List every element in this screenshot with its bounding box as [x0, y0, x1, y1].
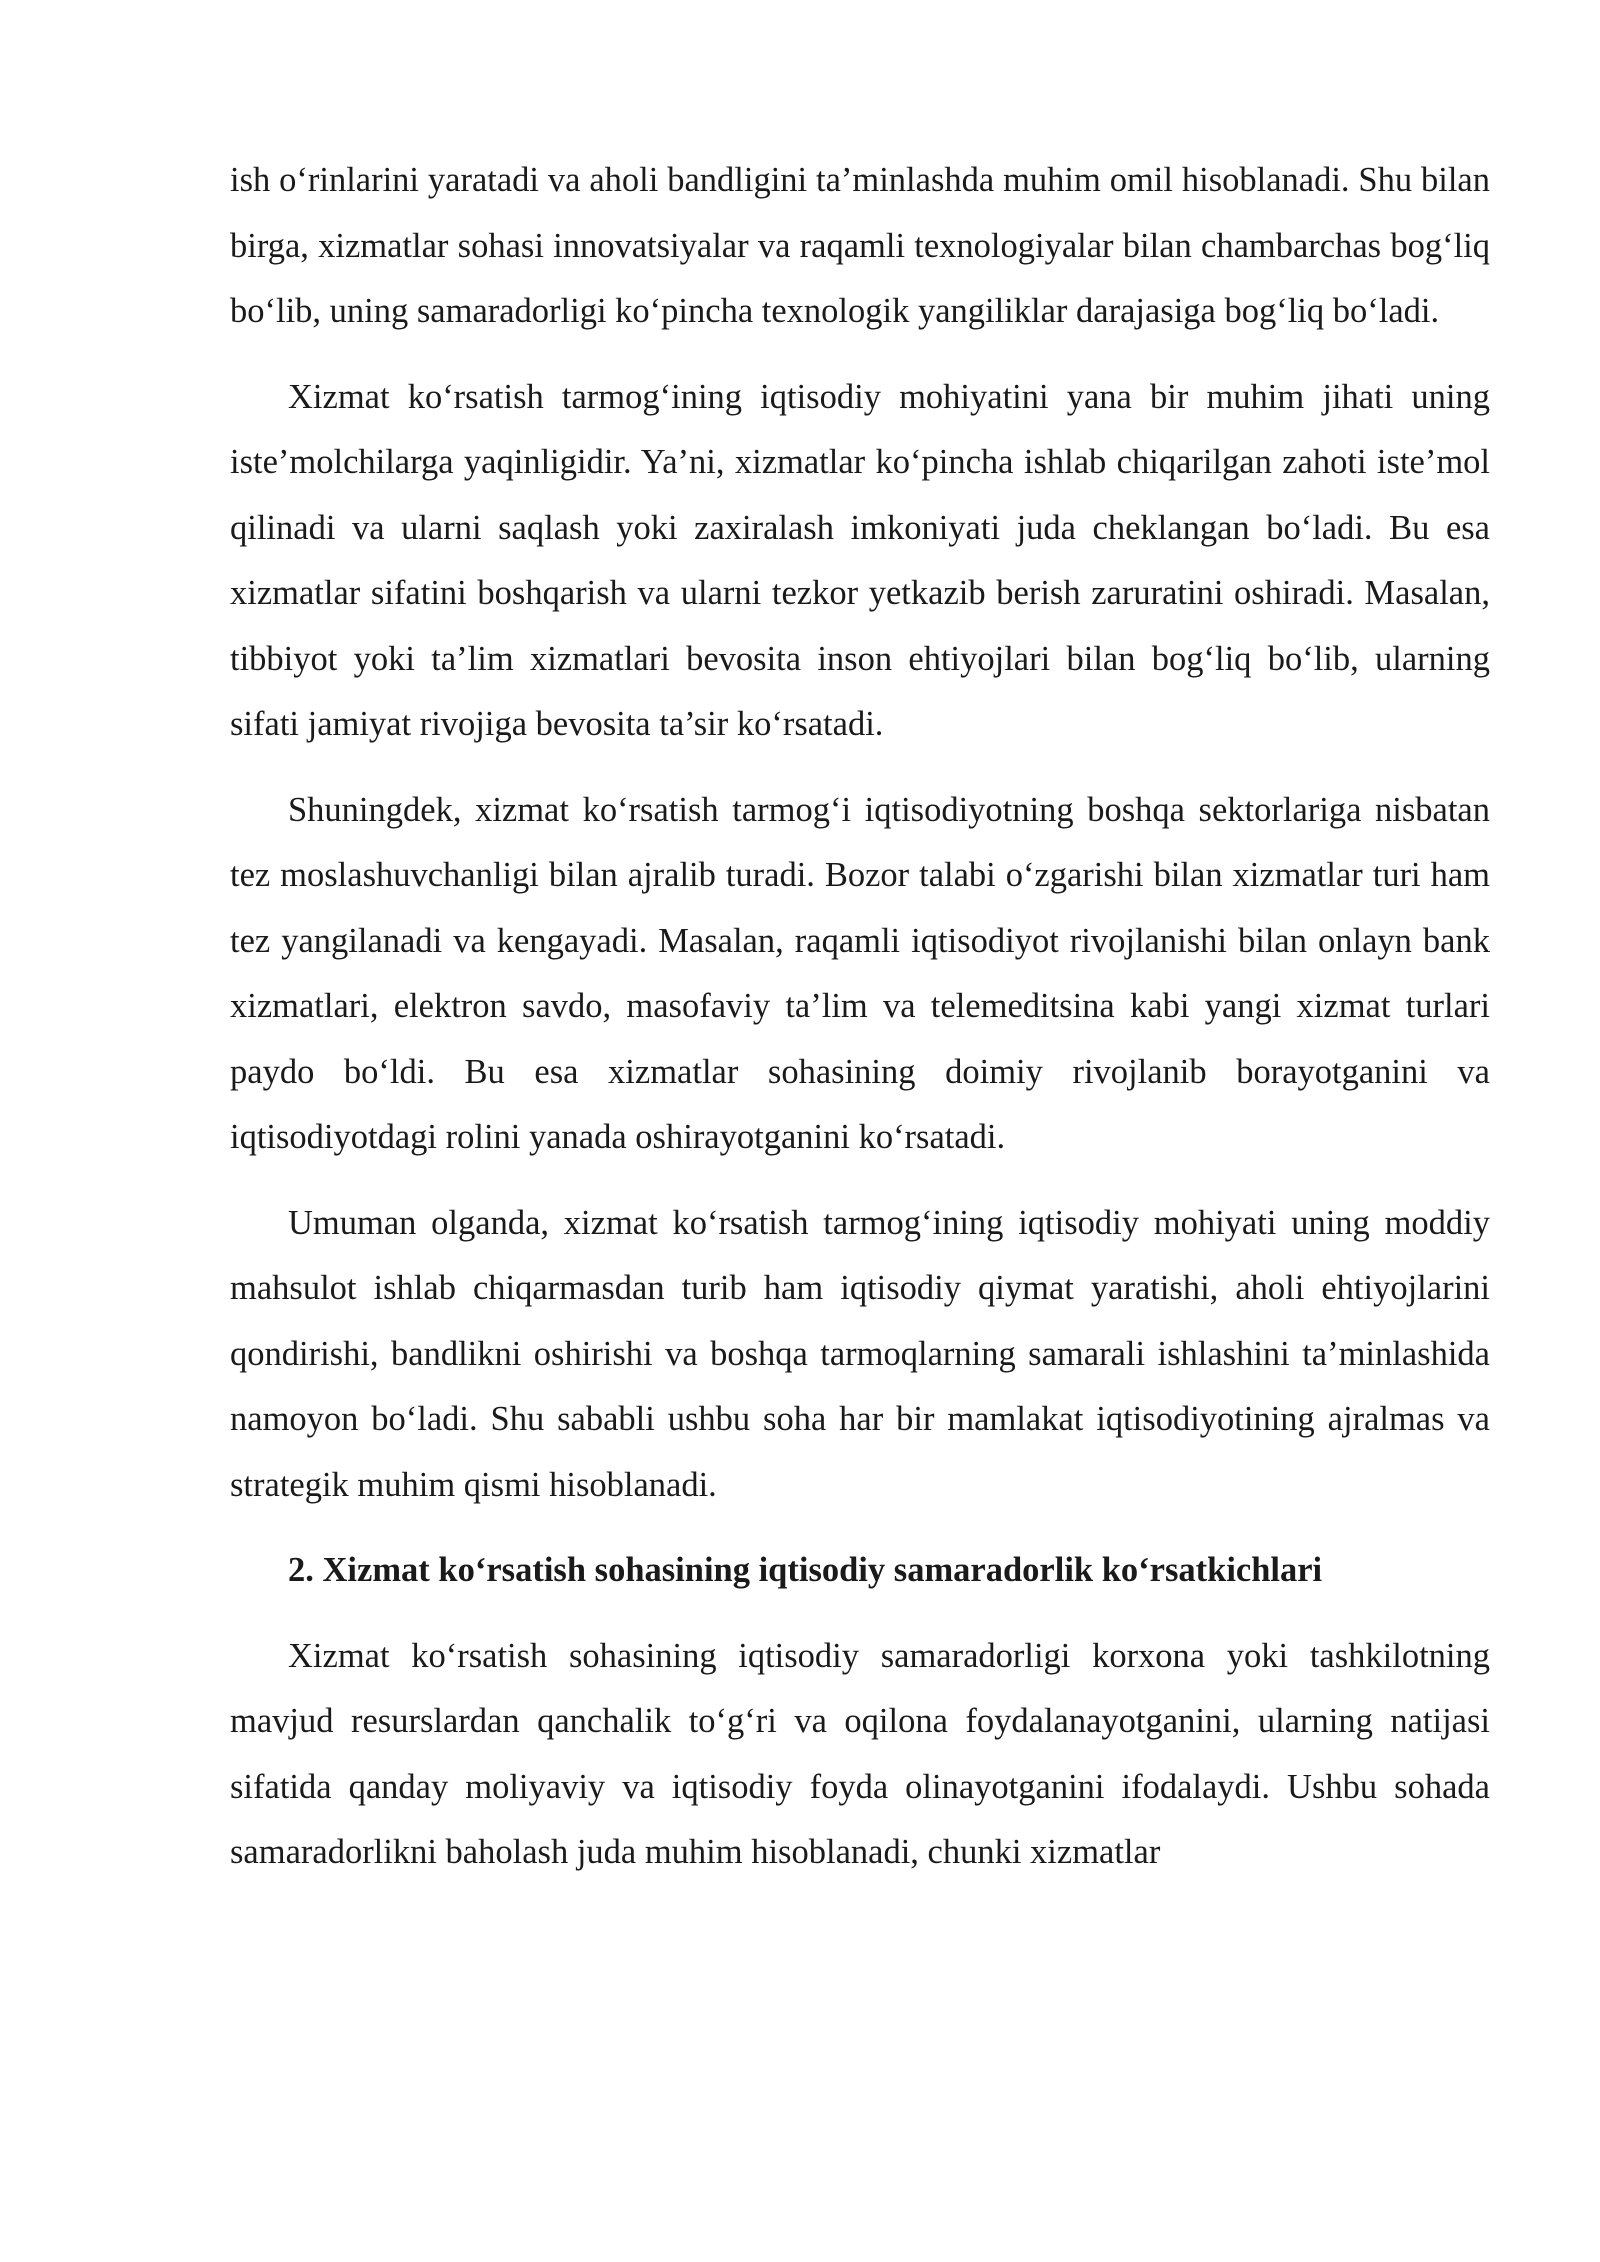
paragraph: Xizmat ko‘rsatish tarmog‘ining iqtisodiy mohiyatini yana bir muhim jihati uning iste’molchilarga yaqinligidir. Ya’ni, xizmatlar ko‘pincha ishlab chiqarilgan zahoti iste’mol qilinadi va ularni saqlash yoki zaxiralash imkoniyati juda cheklangan bo‘ladi. Bu esa xizmatlar sifatini boshqarish va ularni tezkor yetkazib berish zaruratini oshiradi. Masalan, tibbiyot yoki ta’lim xizmatlari bevosita inson ehtiyojlari bilan bog‘liq bo‘lib, ularning sifati jamiyat rivojiga bevosita ta’sir ko‘rsatadi.: [230, 377, 1490, 743]
paragraph: Umuman olganda, xizmat ko‘rsatish tarmog‘ining iqtisodiy mohiyati uning moddiy mahsulot ishlab chiqarmasdan turib ham iqtisodiy qiymat yaratishi, aholi ehtiyojlarini qondirishi, bandlikni oshirishi va boshqa tarmoqlarning samarali ishlashini ta’minlashida namoyon bo‘ladi. Shu sababli ushbu soha har bir mamlakat iqtisodiyotining ajralmas va strategik muhim qismi hisoblanadi.: [230, 1203, 1490, 1504]
section-heading: 2. Xizmat ko‘rsatish sohasining iqtisodiy samaradorlik ko‘rsatkichlari: [288, 1551, 1323, 1589]
document-body: [230, 148, 1490, 1906]
section-paragraph: Xizmat ko‘rsatish sohasining iqtisodiy samaradorligi korxona yoki tashkilotning mavjud resurslardan qanchalik to‘g‘ri va oqilona foydalanayotganini, ularning natijasi sifatida qanday moliyaviy va iqtisodiy foyda olinayotganini ifodalaydi. Ushbu sohada samaradorlikni baholash juda muhim hisoblanadi, chunki xizmatlar: [230, 1636, 1490, 1871]
paragraph-continuation: ish o‘rinlarini yaratadi va aholi bandligini ta’minlashda muhim omil hisoblanadi. Shu bilan birga, xizmatlar sohasi innovatsiyalar va raqamli texnologiyalar bilan chambarchas bog‘liq bo‘lib, uning samaradorligi ko‘pincha texnologik yangiliklar darajasiga bog‘liq bo‘ladi.: [230, 161, 1490, 330]
paragraph: Shuningdek, xizmat ko‘rsatish tarmog‘i iqtisodiyotning boshqa sektorlariga nisbatan tez moslashuvchanligi bilan ajralib turadi. Bozor talabi o‘zgarishi bilan xizmatlar turi ham tez yangilanadi va kengayadi. Masalan, raqamli iqtisodiyot rivojlanishi bilan onlayn bank xizmatlari, elektron savdo, masofaviy ta’lim va telemeditsina kabi yangi xizmat turlari paydo bo‘ldi. Bu esa xizmatlar sohasining doimiy rivojlanib borayotganini va iqtisodiyotdagi rolini yanada oshirayotganini ko‘rsatadi.: [230, 790, 1490, 1156]
